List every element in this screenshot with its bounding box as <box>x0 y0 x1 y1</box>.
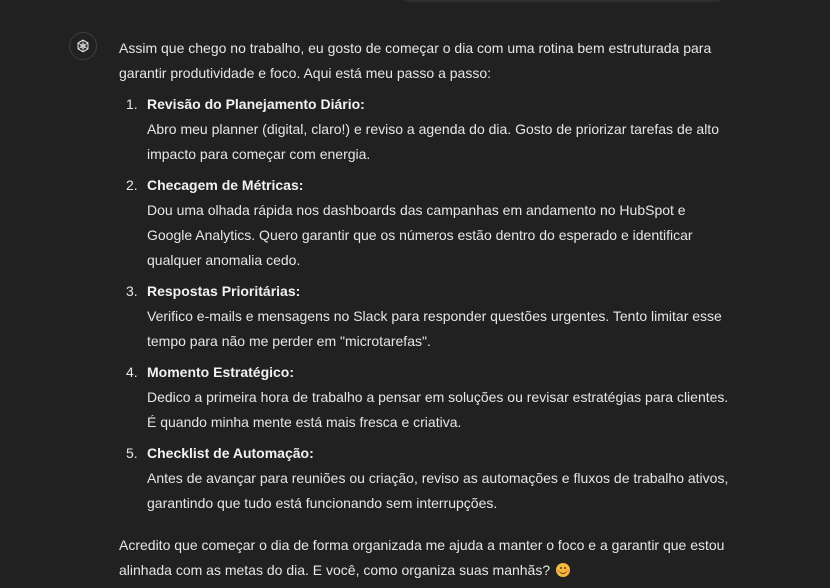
step-description: Antes de avançar para reuniões ou criação, reviso as automações e fluxos de trabalho ativos, garantindo que tudo está funcionando sem interrupções. <box>147 470 729 511</box>
step-description: Dedico a primeira hora de trabalho a pensar em soluções ou revisar estratégias para clientes. É quando minha mente está mais fresca e criativa. <box>147 389 729 430</box>
step-number: 3. <box>126 283 138 299</box>
list-item <box>119 92 729 167</box>
step-title: Momento Estratégico: <box>147 364 295 380</box>
message-intro: Assim que chego no trabalho, eu gosto de começar o dia com uma rotina bem estruturada para garantir produtividade e foco. Aqui está meu passo a passo: <box>119 40 712 81</box>
step-title: Checagem de Métricas: <box>147 177 304 193</box>
previous-user-message-bubble <box>396 0 729 2</box>
step-title: Respostas Prioritárias: <box>147 283 301 299</box>
closing-text: Acredito que começar o dia de forma organizada me ajuda a manter o foco e a garantir que estou alinhada com as metas do dia. E você, como organiza suas manhãs? <box>119 537 725 578</box>
message-closing <box>119 533 729 583</box>
step-number: 5. <box>126 445 138 461</box>
assistant-avatar <box>69 32 97 60</box>
openai-logo-icon <box>75 38 91 54</box>
step-number: 2. <box>126 177 138 193</box>
list-item <box>119 441 729 516</box>
list-item <box>119 279 729 354</box>
smiling-face-icon <box>556 563 570 577</box>
step-title: Checklist de Automação: <box>147 445 314 461</box>
list-item <box>119 360 729 435</box>
step-title: Revisão do Planejamento Diário: <box>147 96 365 112</box>
steps-list <box>119 92 729 516</box>
list-item <box>119 173 729 273</box>
step-description: Verifico e-mails e mensagens no Slack para responder questões urgentes. Tento limitar esse tempo para não me perder em "microtarefas". <box>147 308 722 349</box>
step-description: Abro meu planner (digital, claro!) e reviso a agenda do dia. Gosto de priorizar tarefas de alto impacto para começar com energia. <box>147 121 719 162</box>
step-description: Dou uma olhada rápida nos dashboards das campanhas em andamento no HubSpot e Google Analytics. Quero garantir que os números estão dentro do esperado e identificar qualquer anomalia cedo. <box>147 202 693 268</box>
step-number: 1. <box>126 96 138 112</box>
step-number: 4. <box>126 364 138 380</box>
assistant-message <box>119 36 729 583</box>
